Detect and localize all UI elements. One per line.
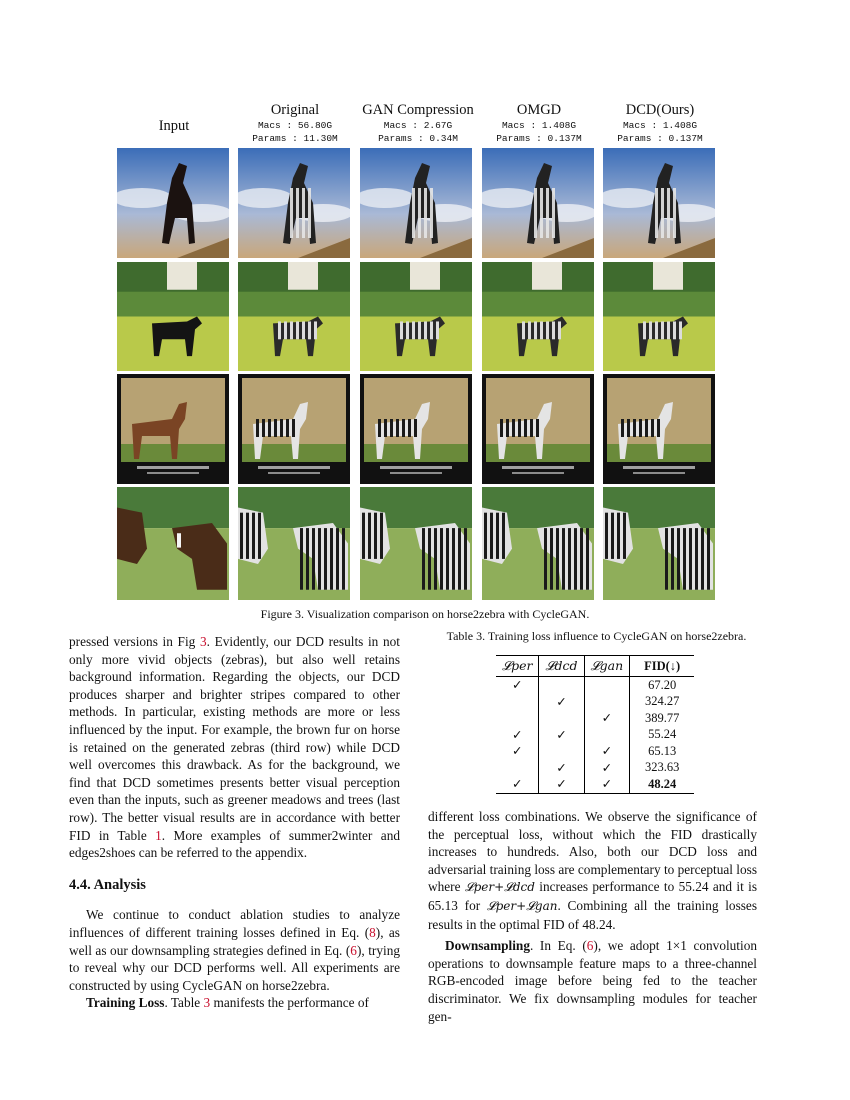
paragraph-downsampling: Downsampling. In Eq. (6), we adopt 1×1 convolution operations to downsample feature maps to a three-channel RGB-encoded image before being fed to the teacher discriminator. We fix downsampling modules for teacher gen- bbox=[428, 938, 757, 1024]
equation-reference-link[interactable]: 6 bbox=[350, 942, 357, 958]
figure-image-horses-closeup-col3 bbox=[482, 487, 594, 600]
paragraph-label: Downsampling bbox=[445, 938, 530, 954]
figure-caption: Figure 3. Visualization comparison on horse2zebra with CycleGAN. bbox=[260, 607, 590, 621]
fid-cell: 65.13 bbox=[648, 743, 677, 758]
figure-image-horse-meadow-trees-col1 bbox=[238, 262, 350, 371]
fid-cell: 67.20 bbox=[648, 677, 677, 692]
fid-cell: 324.27 bbox=[644, 694, 680, 709]
table-row bbox=[496, 694, 694, 711]
check-cell bbox=[584, 694, 630, 711]
paragraph-loss-discussion: different loss combinations. We observe the significance of the perceptual loss, without which the FID drastically increases to hundreds. Also, both our DCD loss and adversarial training loss are complementary to perceptual loss where 𝓛per+𝓛dcd increases performance to 55.24 and it is 65.13 for 𝓛per+𝓛gan. Combining all the training losses results in the optimal FID of 48.24. bbox=[428, 809, 758, 932]
check-cell bbox=[539, 743, 584, 760]
macs-label: Macs : 1.408G bbox=[622, 120, 698, 131]
check-cell bbox=[584, 727, 630, 744]
math-expression: 𝓛per+𝓛gan bbox=[486, 898, 558, 913]
header-l-gan: 𝓛gan bbox=[584, 656, 630, 677]
column-header-original bbox=[236, 101, 354, 145]
figure-image-horse-meadow-trees-col3 bbox=[482, 262, 594, 371]
figure-image-rearing-horse-sky-col0 bbox=[117, 148, 229, 258]
paragraph-label: Training Loss bbox=[86, 995, 165, 1011]
macs-label: Macs : 56.80G bbox=[257, 120, 333, 131]
check-cell: ✓ bbox=[539, 776, 584, 793]
check-cell: ✓ bbox=[539, 760, 584, 777]
header-l-per: 𝓛per bbox=[496, 656, 539, 677]
figure-image-brown-horse-field-col1 bbox=[238, 374, 350, 484]
math-expression: 𝓛per+𝓛dcd bbox=[464, 880, 535, 895]
figure-image-rearing-horse-sky-col3 bbox=[482, 148, 594, 258]
figure-image-brown-horse-field-col0 bbox=[117, 374, 229, 484]
column-title: OMGD bbox=[516, 102, 562, 118]
check-cell bbox=[584, 677, 630, 694]
table-row bbox=[496, 743, 694, 760]
figure-image-brown-horse-field-col3 bbox=[482, 374, 594, 484]
column-header-gan-compression bbox=[359, 101, 477, 145]
figure-image-horses-closeup-col4 bbox=[603, 487, 715, 600]
column-header-input bbox=[115, 117, 233, 135]
check-cell: ✓ bbox=[496, 727, 539, 744]
macs-label: Macs : 1.408G bbox=[501, 120, 577, 131]
loss-ablation-table bbox=[496, 655, 694, 794]
section-heading: 4.4. Analysis bbox=[69, 876, 146, 893]
fid-cell: 389.77 bbox=[644, 710, 680, 725]
table-row bbox=[496, 760, 694, 777]
figure-reference-link[interactable]: 3 bbox=[199, 634, 207, 649]
table-reference-link[interactable]: 1 bbox=[155, 827, 162, 843]
left-text-column bbox=[69, 633, 400, 1012]
fid-cell: 323.63 bbox=[644, 760, 680, 775]
check-cell: ✓ bbox=[584, 710, 630, 727]
check-cell: ✓ bbox=[539, 727, 584, 744]
check-cell bbox=[539, 677, 584, 694]
check-cell: ✓ bbox=[496, 743, 539, 760]
params-label: Params : 0.137M bbox=[617, 133, 703, 144]
column-title: DCD(Ours) bbox=[625, 102, 695, 118]
column-title: GAN Compression bbox=[362, 102, 474, 118]
table-reference-link[interactable]: 3 bbox=[203, 995, 211, 1011]
check-cell: ✓ bbox=[584, 743, 630, 760]
figure-image-horses-closeup-col2 bbox=[360, 487, 472, 600]
paragraph-training-loss: Training Loss. Table 3 manifests the performance of bbox=[86, 995, 369, 1011]
header-l-dcd: 𝓛dcd bbox=[539, 656, 584, 677]
right-text-column bbox=[428, 808, 757, 1025]
equation-reference-link[interactable]: 8 bbox=[369, 924, 376, 940]
figure-image-rearing-horse-sky-col1 bbox=[238, 148, 350, 258]
check-cell: ✓ bbox=[539, 694, 584, 711]
macs-label: Macs : 2.67G bbox=[383, 120, 453, 131]
column-title: Original bbox=[270, 102, 320, 118]
fid-cell: 55.24 bbox=[648, 727, 677, 742]
table-caption: Table 3. Training loss influence to CycleGAN on horse2zebra. bbox=[446, 629, 747, 643]
figure-image-rearing-horse-sky-col4 bbox=[603, 148, 715, 258]
figure-image-brown-horse-field-col2 bbox=[360, 374, 472, 484]
table-row bbox=[496, 776, 694, 793]
check-cell: ✓ bbox=[584, 760, 630, 777]
figure-image-horses-closeup-col1 bbox=[238, 487, 350, 600]
table-row bbox=[496, 727, 694, 744]
column-title: Input bbox=[158, 118, 190, 134]
check-cell: ✓ bbox=[496, 776, 539, 793]
figure-image-horse-meadow-trees-col2 bbox=[360, 262, 472, 371]
figure-image-brown-horse-field-col4 bbox=[603, 374, 715, 484]
check-cell bbox=[496, 710, 539, 727]
paragraph-analysis: We continue to conduct ablation studies to analyze influences of different training losses defined in Eq. (8), as well as our downsampling strategies defined in Eq. (6), trying to reveal why our DCD performs well. All experiments are constructed by using CycleGAN on horse2zebra. bbox=[69, 907, 400, 993]
fid-cell: 48.24 bbox=[630, 776, 695, 793]
header-fid: FID(↓) bbox=[630, 656, 695, 677]
paragraph-results: pressed versions in Fig 3. Evidently, our DCD results in not only more vivid objects (zebras), but also well retains background information. Regarding the objects, our DCD produces sharper and brighter stripes compared to other methods. In particular, existing methods are more or less influenced by the input. For example, the brown fur on horse is retained on the generated zebras (third row) while DCD well overcomes this drawback. As for the background, we find that DCD sometimes presents better visual perception even than the inputs, such as greener meadows and trees (last row). The better visual results are in accordance with better FID in Table 1. More examples of summer2winter and edges2shoes can be referred to the appendix. bbox=[69, 634, 400, 861]
check-cell: ✓ bbox=[496, 677, 539, 694]
table-row bbox=[496, 710, 694, 727]
table-header-row bbox=[496, 656, 694, 677]
check-cell bbox=[539, 710, 584, 727]
column-header-dcd bbox=[601, 101, 719, 145]
figure-image-rearing-horse-sky-col2 bbox=[360, 148, 472, 258]
figure-image-horses-closeup-col0 bbox=[117, 487, 229, 600]
figure-image-horse-meadow-trees-col4 bbox=[603, 262, 715, 371]
equation-reference-link[interactable]: 6 bbox=[586, 938, 594, 954]
params-label: Params : 11.30M bbox=[252, 133, 338, 144]
check-cell bbox=[496, 694, 539, 711]
params-label: Params : 0.34M bbox=[378, 133, 458, 144]
figure-image-horse-meadow-trees-col0 bbox=[117, 262, 229, 371]
table-row bbox=[496, 677, 694, 694]
column-header-omgd bbox=[480, 101, 598, 145]
check-cell bbox=[496, 760, 539, 777]
params-label: Params : 0.137M bbox=[496, 133, 582, 144]
check-cell: ✓ bbox=[584, 776, 630, 793]
